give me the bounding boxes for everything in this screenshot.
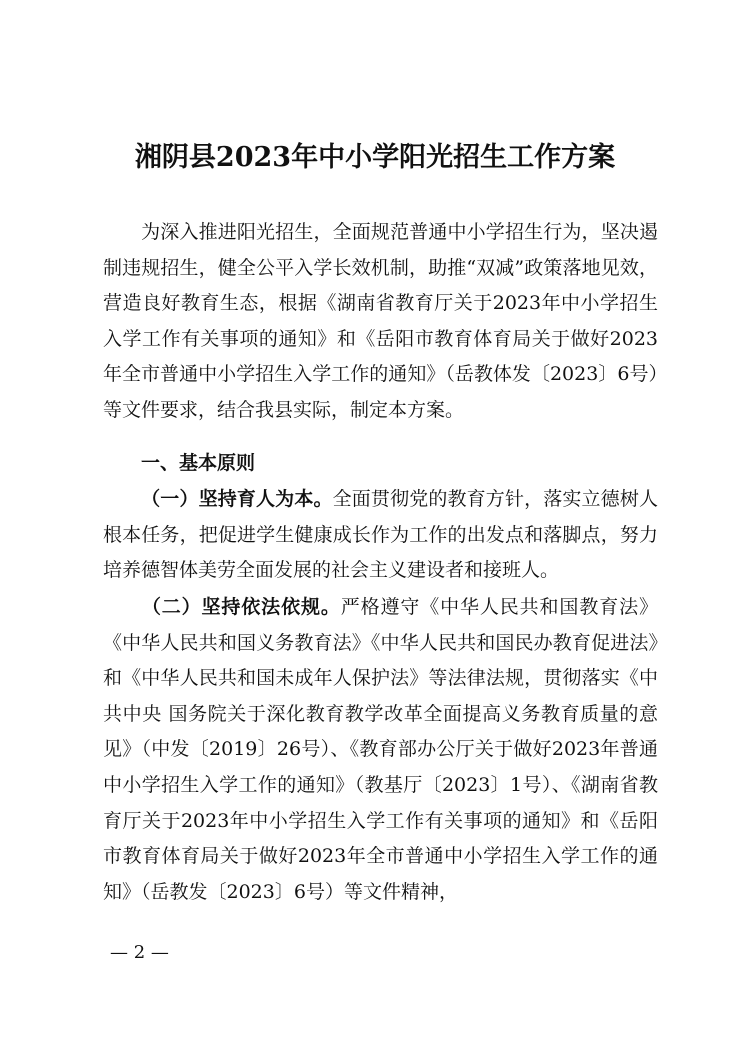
principle-item-2-lead: （二）坚持依法依规。 — [141, 596, 341, 618]
principle-item-1-text: 全面贯彻党的教育方针，落实立德树人根本任务，把促进学生健康成长作为工作的出发点和落脚点，努力培养德智体美劳全面发展的社会主义建设者和接班人。 — [103, 488, 658, 582]
principle-item-2-text: 严格遵守《中华人民共和国教育法》《中华人民共和国义务教育法》《中华人民共和国民办教育促进法》和《中华人民共和国未成年人保护法》等法律法规，贯彻落实《中共中央 国务院关于深化教育教学改革全面提高义务教育质量的意见》（中发〔2019〕26号）、《教育部办公厅关于做好2023年普通中小学招生入学工作的通知》（教基厅〔2023〕1号）、《湖南省教育厅关于2023年中小学招生入学工作有关事项的通知》和《岳阳市教育体育局关于做好2023年全市普通中小学招生入学工作的通知》（岳教发〔2023〕6号）等文件精神， — [103, 596, 658, 903]
principle-item-1-lead: （一）坚持育人为本。 — [141, 488, 333, 510]
principle-item-2 — [103, 590, 658, 910]
intro-paragraph — [103, 215, 658, 429]
principle-item-1 — [103, 482, 658, 589]
section-heading-basic-principles: 一、基本原则 — [141, 452, 256, 474]
document-title: 湘阴县2023年中小学阳光招生工作方案 — [134, 142, 616, 173]
intro-text: 为深入推进阳光招生，全面规范普通中小学招生行为，坚决遏制违规招生，健全公平入学长效机制，助推“双减”政策落地见效，营造良好教育生态，根据《湖南省教育厅关于2023年中小学招生入学工作有关事项的通知》和《岳阳市教育体育局关于做好2023年全市普通中小学招生入学工作的通知》（岳教体发〔2023〕6号）等文件要求，结合我县实际，制定本方案。 — [103, 221, 658, 421]
page-number: — 2 — — [110, 942, 169, 963]
